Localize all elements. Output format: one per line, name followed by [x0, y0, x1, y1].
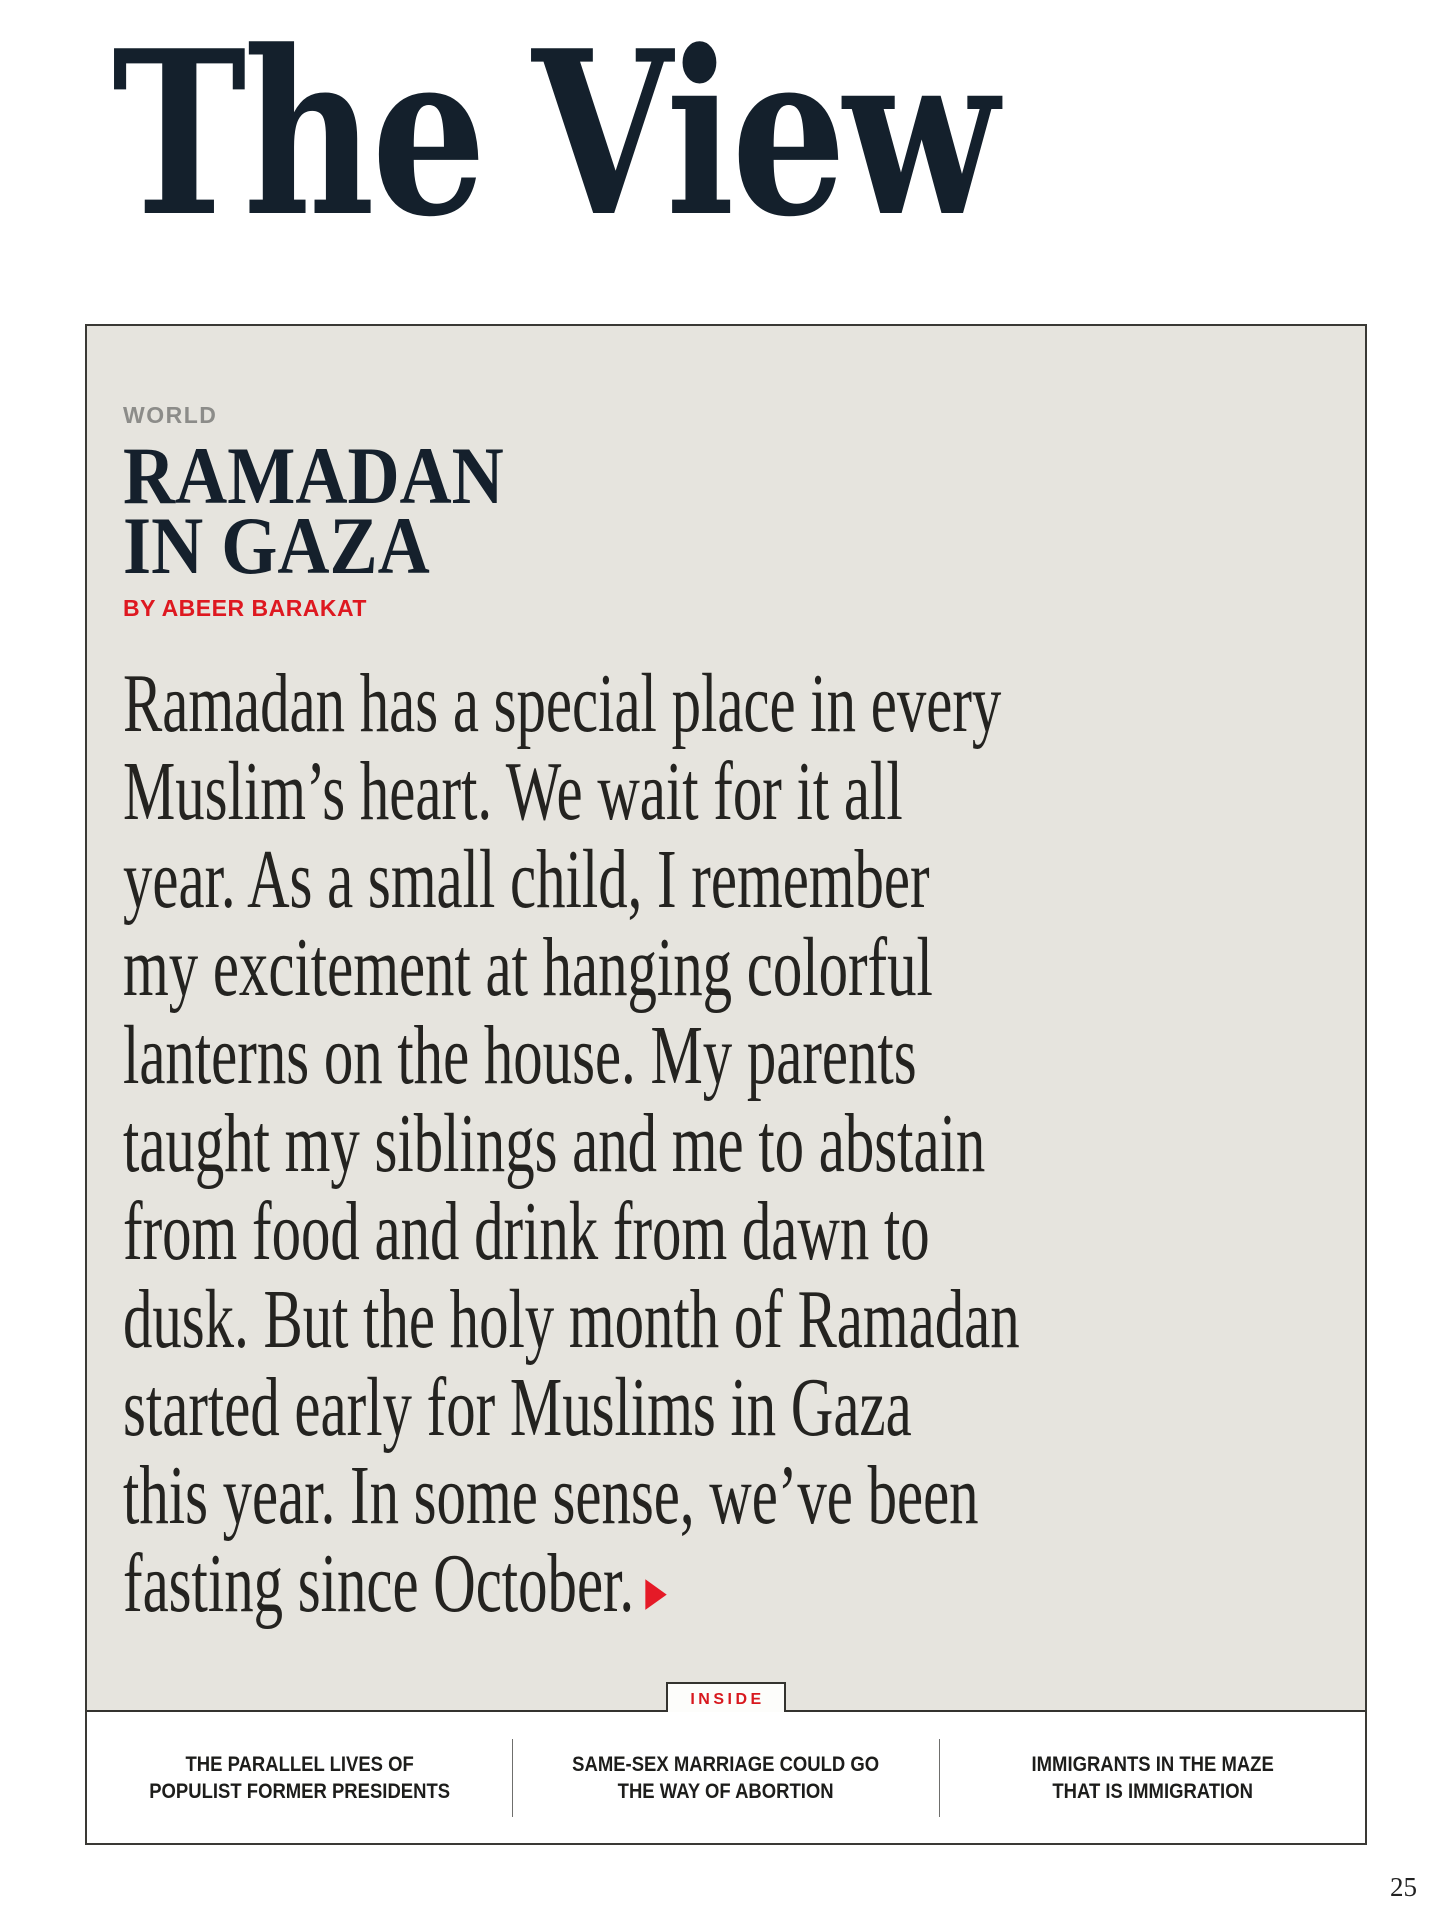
article-headline [123, 430, 1335, 591]
body-line: fasting since October. ▶ [123, 1537, 667, 1630]
article-headline-line: RAMADAN [123, 430, 504, 521]
article-headline-line: IN GAZA [123, 500, 430, 591]
body-line: taught my siblings and me to abstain [123, 1097, 986, 1190]
body-line-text: fasting since October. [123, 1537, 635, 1630]
inside-tab-label: INSIDE [690, 1691, 765, 1708]
body-line: from food and drink from dawn to [123, 1185, 930, 1278]
inside-tab [666, 1682, 786, 1712]
article-body [123, 657, 1335, 1630]
teaser-line: THE WAY OF ABORTION [618, 1779, 834, 1803]
inside-teaser-bar [87, 1710, 1365, 1843]
inside-teaser-immigrants-maze [965, 1751, 1339, 1805]
teaser-divider [939, 1739, 940, 1817]
inside-teaser-same-sex-marriage [539, 1751, 913, 1805]
feature-article-content [87, 326, 1365, 1710]
teaser-line: THAT IS IMMIGRATION [1052, 1779, 1253, 1803]
inside-teaser-populist-presidents [113, 1751, 487, 1805]
page-number: 25 [1390, 1872, 1417, 1902]
section-masthead-title: The View [112, 2, 996, 267]
feature-article-panel [85, 324, 1367, 1845]
body-line: Muslim’s heart. We wait for it all [123, 745, 903, 838]
teaser-line: POPULIST FORMER PRESIDENTS [149, 1779, 451, 1803]
article-byline: BY ABEER BARAKAT [123, 595, 367, 621]
body-line: started early for Muslims in Gaza [123, 1361, 912, 1454]
body-line: lanterns on the house. My parents [123, 1009, 917, 1102]
teaser-line: IMMIGRANTS IN THE MAZE [1031, 1752, 1274, 1776]
body-line: Ramadan has a special place in every [123, 657, 1002, 750]
body-line: year. As a small child, I remember [123, 833, 930, 926]
teaser-divider [512, 1739, 513, 1817]
section-kicker: WORLD [123, 402, 218, 428]
body-line: this year. In some sense, we’ve been [123, 1449, 979, 1542]
teaser-line: SAME-SEX MARRIAGE COULD GO [572, 1752, 880, 1776]
body-line: dusk. But the holy month of Ramadan [123, 1273, 1020, 1366]
body-line: my excitement at hanging colorful [123, 921, 933, 1014]
teaser-line: THE PARALLEL LIVES OF [185, 1752, 414, 1776]
